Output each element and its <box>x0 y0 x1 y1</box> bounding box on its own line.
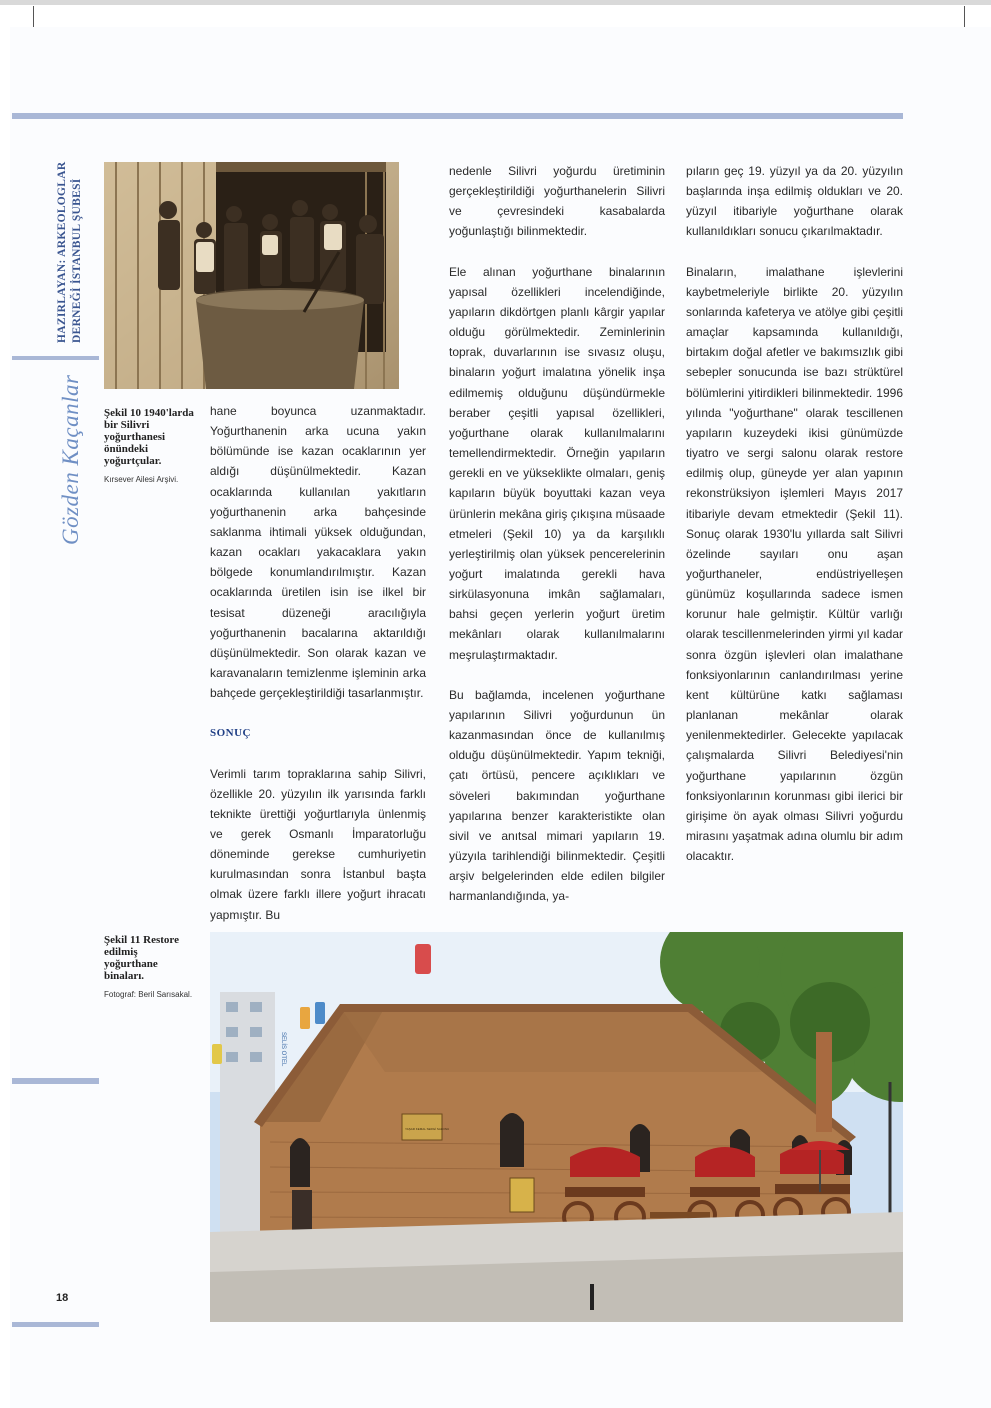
crop-mark-left <box>33 6 34 28</box>
text-column-1 <box>210 401 426 925</box>
section-heading-sonuc: SONUÇ <box>210 727 252 740</box>
sidebar-rule-bottom <box>12 1322 99 1327</box>
figure-11-photo <box>210 932 903 1322</box>
figure-10-caption <box>104 407 194 485</box>
sign-hotel: SELİS OTEL <box>280 1032 286 1067</box>
sidebar-rule-middle <box>12 1078 99 1084</box>
figure-11-source: Fotograf: Beril Sarısakal. <box>104 990 193 999</box>
sign-shop: YAŞAR KEMAL SERGİ SALONU <box>405 1127 450 1131</box>
page-number: 18 <box>56 1292 69 1304</box>
viewer-top-bar <box>0 0 991 5</box>
text-column-3 <box>686 161 903 866</box>
author-credit <box>55 162 85 343</box>
paragraph: nedenle Silivri yoğurdu üretiminin gerçekleştirildiği yoğurthanelerin Silivri ve çevresindeki kasabalarda yoğunlaştığı bilinmektedir. <box>449 164 665 239</box>
paragraph: hane boyunca uzanmaktadır. Yoğurthanenin arka ucuna yakın bölümünde ise kazan ocaklarının yer aldığı düşünülmektedir. Kazan ocaklarında kullanılan yakıtların yoğurthanenin arka bahçesinde saklanma ihtimali yüksek olduğundan, kazan ocakları yakacaklara yakın bölgede konumlandırılmıştır. Kazan ocaklarında üretilen isin ise ilkel bir tesisat düzeneği aracılığıyla yoğurthanenin bacalarına aktarıldığı düşünülmektedir. Son olarak kazan ve karavanaların temizlenme işleminin arka bahçede gerçekleştirildiği tasarlanmıştır. <box>210 404 426 701</box>
sidebar-rule-top <box>12 356 99 360</box>
paragraph: Bu bağlamda, incelenen yoğurthane yapılarının Silivri yoğurdunun ün kazanmasından önce de kullanılmış olduğu düşünülmektedir. Yapım tekniği, çatı örtüsü, pencere açıklıkları ve söveleri bakımından yoğurthane yapılarına benzer karakteristikte olan sivil ve anıtsal mimari yapıların 19. yüzyıla tarihlendiği bilinmektedir. Çeşitli arşiv belgelerinden elde edilen bilgiler harmanlandığında, ya- <box>449 687 665 904</box>
figure-10-photo <box>104 162 399 389</box>
figure-11-caption <box>104 934 194 1000</box>
paragraph: Ele alınan yoğurthane binalarının yapısal özellikleri incelendiğinde, yapıların dikdörtgen planlı kârgir yapılar olduğu görülmektedir. Zeminlerinin toprak, duvarlarının ise sıvasız oluşu, binaların yoğurt imalatına yönelik inşa edilmemiş olduğunu düşündürmekle beraber çeşitli yapısal özellikleri, yoğurthane olarak kullanılmalarını temellendirmektedir. Örneğin yapıların gerekli en ve yükseklikte olmaları, geniş kapıların büyük boyuttaki kazan veya ürünlerin mekâna giriş çıkışına müsaade etmeleri (Şekil 10) ya da karşılıklı yerleştirilmiş olan yüksek pencerelerinin yoğurt imalatında gerekli hava sirkülasyonuna imkân sağlamaları, bahsi geçen yerlerin yoğurt üretim mekânları olarak kullanılmalarını meşrulaştırmaktadır. <box>449 264 665 662</box>
paragraph: pıların geç 19. yüzyıl ya da 20. yüzyılın başlarında inşa edilmiş oldukları ve 20. yüzyıl itibariyle yoğurthane olarak kullanıldıkları sonucu çıkarılmaktadır. <box>686 164 903 239</box>
figure-10-source: Kırsever Ailesi Arşivi. <box>104 475 179 484</box>
paragraph: Binaların, imalathane işlevlerini kaybetmeleriyle birlikte 20. yüzyılın sonlarında kafeterya ve atölye gibi çeşitli amaçlar kapsamında kullanıldığı, birtakım doğal afetler ve bakımsızlık gibi sebepler sonucunda ise bazı strüktürel bölümlerini yitirdikleri bilinmektedir. 1996 yılında "yoğurthane" olarak tescillenen yapıların kuzeydeki ikisi günümüzde tiyatro ve sergi salonu olarak restore edilmiş olup, güneyde yer alan yapının rekonstrüksiyon işlemleri Mayıs 2017 itibariyle devam etmektedir (Şekil 11). Sonuç olarak 1930'lu yıllarda salt Silivri özelinde sayıları onu aşan yoğurthaneler, endüstriyelleşen günümüz koşullarında sadece ismen korunur hale gelmiştir. Kültür varlığı olarak tescillenmelerinden yirmi yıl kadar sonra özgün işlevleri olan imalathane fonksiyonlarının canlandırılması yerine kent kültürüne katkı sağlaması planlanan mekânlar olarak yenilenmektedirler. Gelecekte yapılacak çalışmalarda Silivri Belediyesi'nin yoğurthane yapılarının özgün fonksiyonlarının korunması gibi ilerici bir girişime ön ayak olması Silivri yoğurdu mirasını yaşatmak adına olumlu bir adım olacaktır. <box>686 264 903 864</box>
paragraph: Verimli tarım topraklarına sahip Silivri, özellikle 20. yüzyılın ilk yarısında farklı teknikte ürettiği yoğurtlarıyla ünlenmiş ve gerek Osmanlı İmparatorluğu döneminde gerekse cumhuriyetin kurulmasından sonra İstanbul başta olmak üzere farklı illere yoğurt ihracatı yapmıştır. Bu <box>210 766 426 922</box>
section-title: Gözden Kaçanlar <box>58 374 83 545</box>
author-credit-line1: HAZIRLAYAN: ARKEOLOGLAR <box>56 161 68 343</box>
figure-10-caption-text: Şekil 10 1940'larda bir Silivri yoğurthanesi önündeki yoğurtçular. <box>104 407 194 467</box>
author-credit-line2: DERNEĞİ İSTANBUL ŞUBESİ <box>71 178 83 343</box>
crop-mark-right <box>964 6 965 28</box>
figure-11-caption-text: Şekil 11 Restore edilmiş yoğurthane binaları. <box>104 934 179 982</box>
text-column-2 <box>449 161 665 906</box>
header-rule <box>12 113 903 119</box>
